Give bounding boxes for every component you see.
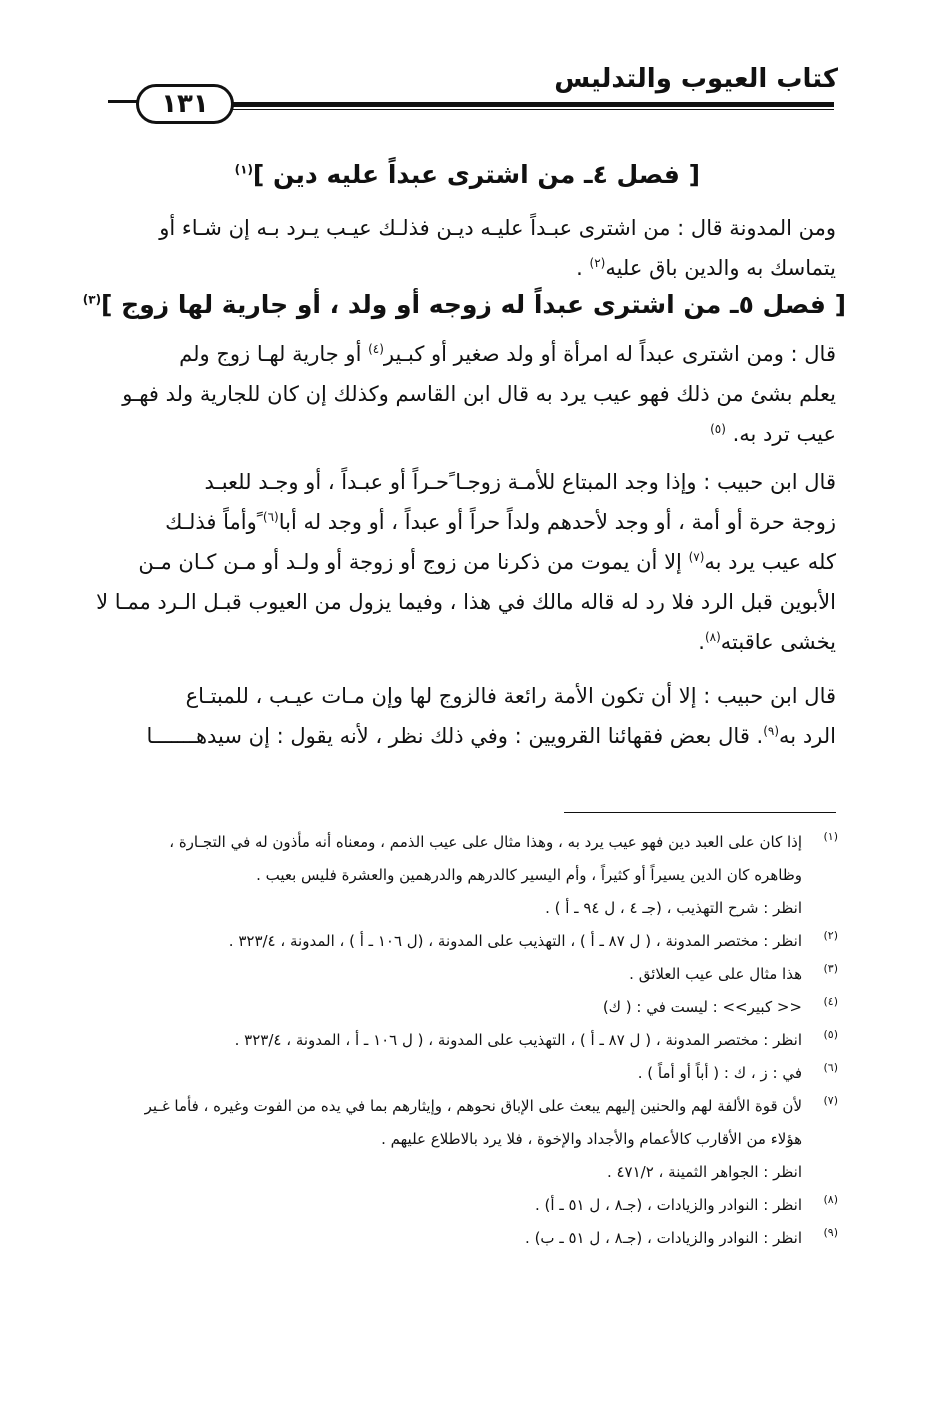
footnote-7 — [112, 1090, 838, 1189]
footnote-line: إذا كان على العبد دين فهو عيب يرد به ، وهذا مثال على عيب الذمم ، ومعناه أنه مأذون له في التجـارة ، — [169, 833, 802, 851]
footnote-ref: (٨) — [704, 630, 721, 644]
footnote-6 — [112, 1057, 838, 1090]
footnote-ref: (٢) — [589, 256, 606, 270]
text-span: زوجة حرة أو أمة ، أو وجد لأحدهم ولداً حراً أو عبداً ، أو وجد له أبا — [278, 510, 836, 534]
footnote-5 — [112, 1024, 838, 1057]
header-rule-thin — [210, 109, 834, 110]
text-span: عيب ترد به. — [725, 422, 836, 446]
section-5-heading-text: [ فصل ٥ـ من اشترى عبداً له زوجه أو ولد ، أو جارية لها زوج ] — [101, 290, 846, 319]
footnote-3 — [112, 958, 838, 991]
footnote-9 — [112, 1222, 838, 1255]
text-line — [112, 502, 836, 542]
footnote-number: (٤) — [823, 995, 838, 1008]
section-5-paragraph-3 — [112, 676, 836, 756]
text-line — [112, 414, 836, 454]
running-header-title: كتاب العيوب والتدليس — [554, 64, 838, 94]
footnote-line: هذا مثال على عيب العلائق . — [629, 965, 802, 983]
footnote-number: (٧) — [823, 1094, 838, 1107]
footnote-line: هؤلاء من الأقارب كالأعمام والأجداد والإخوة ، فلا يرد بالاطلاع عليهم . — [381, 1130, 802, 1148]
text-span: . — [576, 256, 590, 280]
footnote-number: (٢) — [823, 929, 838, 942]
text-line: قال ابن حبيب : وإذا وجد المبتاع للأمـة زوجـا ًحـراً أو عبـداً ، أو وجـد للعبـد — [204, 470, 836, 494]
footnote-4 — [112, 991, 838, 1024]
text-span: . قال بعض فقهائنا القرويين : وفي ذلك نظر ، لأنه يقول : إن سيدهـــــــا — [146, 724, 764, 748]
footnote-line: انظر : النوادر والزيادات ، (جـ٨ ، ل ٥١ ـ أ) . — [535, 1196, 802, 1214]
footnote-number: (١) — [823, 830, 838, 843]
text-span: إلا أن يموت من ذكرنا من زوج أو زوجة أو ولـد أو مـن كـان مـن — [138, 550, 689, 574]
section-4-heading-text: [ فصل ٤ـ من اشترى عبداً عليه دين ] — [252, 160, 700, 189]
section-5-heading — [83, 290, 846, 319]
footnote-ref: (٣) — [82, 292, 102, 307]
footnote-line: انظر : الجواهر الثمينة ، ٤٧١/٢ . — [606, 1163, 802, 1181]
section-5-paragraph-1 — [112, 334, 836, 454]
footnote-ref: (٥) — [710, 422, 726, 436]
footnote-number: (٣) — [823, 962, 838, 975]
text-span: يتماسك به والدين باق عليه — [605, 256, 836, 280]
text-line — [112, 248, 836, 288]
footnote-line: في : ز ، ك : ( أباً أو أماً ) . — [637, 1064, 802, 1082]
footnote-line: وظاهره كان الدين يسيراً أو كثيراً ، وأم اليسير كالدرهم والدرهمين والعشرة فليس بعيب . — [256, 866, 802, 884]
footnote-line: انظر : مختصر المدونة ، ( ل ٨٧ ـ أ ) ، التهذيب على المدونة ، ( ل ١٠٦ ـ أ ، المدونة ، ٣٢٣/٤ . — [234, 1031, 802, 1049]
footnote-number: (٥) — [823, 1028, 838, 1041]
footnote-number: (٨) — [823, 1193, 838, 1206]
footnote-line: << كبير>> : ليست في : ( ك) — [602, 998, 802, 1016]
text-line: يعلم بشئ من ذلك فهو عيب يرد به قال ابن القاسم وكذلك إن كان للجارية ولد فهـو — [122, 382, 836, 406]
header-rule — [210, 102, 834, 107]
footnote-line: انظر : شرح التهذيب ، (جـ ٤ ، ل ٩٤ ـ أ ) . — [545, 899, 802, 917]
page-number: ١٣١ — [161, 89, 209, 119]
footnote-separator — [564, 812, 836, 813]
section-5-paragraph-2 — [96, 462, 836, 662]
footnote-1 — [112, 826, 838, 925]
footnote-ref: (٦) — [262, 510, 279, 524]
footnote-ref: (١) — [234, 162, 253, 177]
footnote-number: (٦) — [823, 1061, 838, 1074]
section-4-heading — [235, 160, 700, 189]
footnote-line: انظر : النوادر والزيادات ، (جـ٨ ، ل ٥١ ـ ب) . — [525, 1229, 802, 1247]
footnote-ref: (٤) — [368, 342, 384, 356]
footnote-line: لأن قوة الألفة لهم والحنين إليهم يبعث على الإباق نحوهم ، وإيثارهم بما في يده من الفوت وغيره ، فأما غـير — [144, 1097, 802, 1115]
text-line — [112, 622, 836, 662]
page-number-badge — [136, 84, 234, 124]
section-4-paragraph — [112, 208, 836, 288]
text-span: الرد به — [779, 724, 836, 748]
footnotes — [112, 826, 838, 1255]
footnote-line: انظر : مختصر المدونة ، ( ل ٨٧ ـ أ ) ، التهذيب على المدونة ، (ل ١٠٦ ـ أ ) ، المدونة ، ٣٢٣/٤ . — [228, 932, 802, 950]
footnote-number: (٩) — [823, 1226, 838, 1239]
text-line — [112, 716, 836, 756]
footnote-ref: (٩) — [763, 724, 780, 738]
text-span: كله عيب يرد به — [704, 550, 836, 574]
footnote-8 — [112, 1189, 838, 1222]
text-span: ًوأماً فذلـك — [165, 510, 263, 534]
text-span: أو جارية لهـا زوج ولم — [179, 342, 369, 366]
text-span: يخشى عاقبته — [720, 630, 836, 654]
text-span: قال : ومن اشترى عبداً له امرأة أو ولد صغير أو كبـير — [383, 342, 836, 366]
text-line: قال ابن حبيب : إلا أن تكون الأمة رائعة فالزوج لها وإن مـات عيـب ، للمبتـاع — [185, 684, 836, 708]
text-span: . — [698, 630, 705, 654]
footnote-2 — [112, 925, 838, 958]
text-line — [112, 334, 836, 374]
footnote-ref: (٧) — [688, 550, 705, 564]
text-line: ومن المدونة قال : من اشترى عبـداً عليـه ديـن فذلـك عيـب يـرد بـه إن شـاء أو — [159, 216, 836, 240]
text-line: الأبوين قبل الرد فلا رد له قاله مالك في هذا ، وفيما يزول من العيوب قبـل الـرد ممـا لا — [96, 590, 836, 614]
text-line — [112, 542, 836, 582]
